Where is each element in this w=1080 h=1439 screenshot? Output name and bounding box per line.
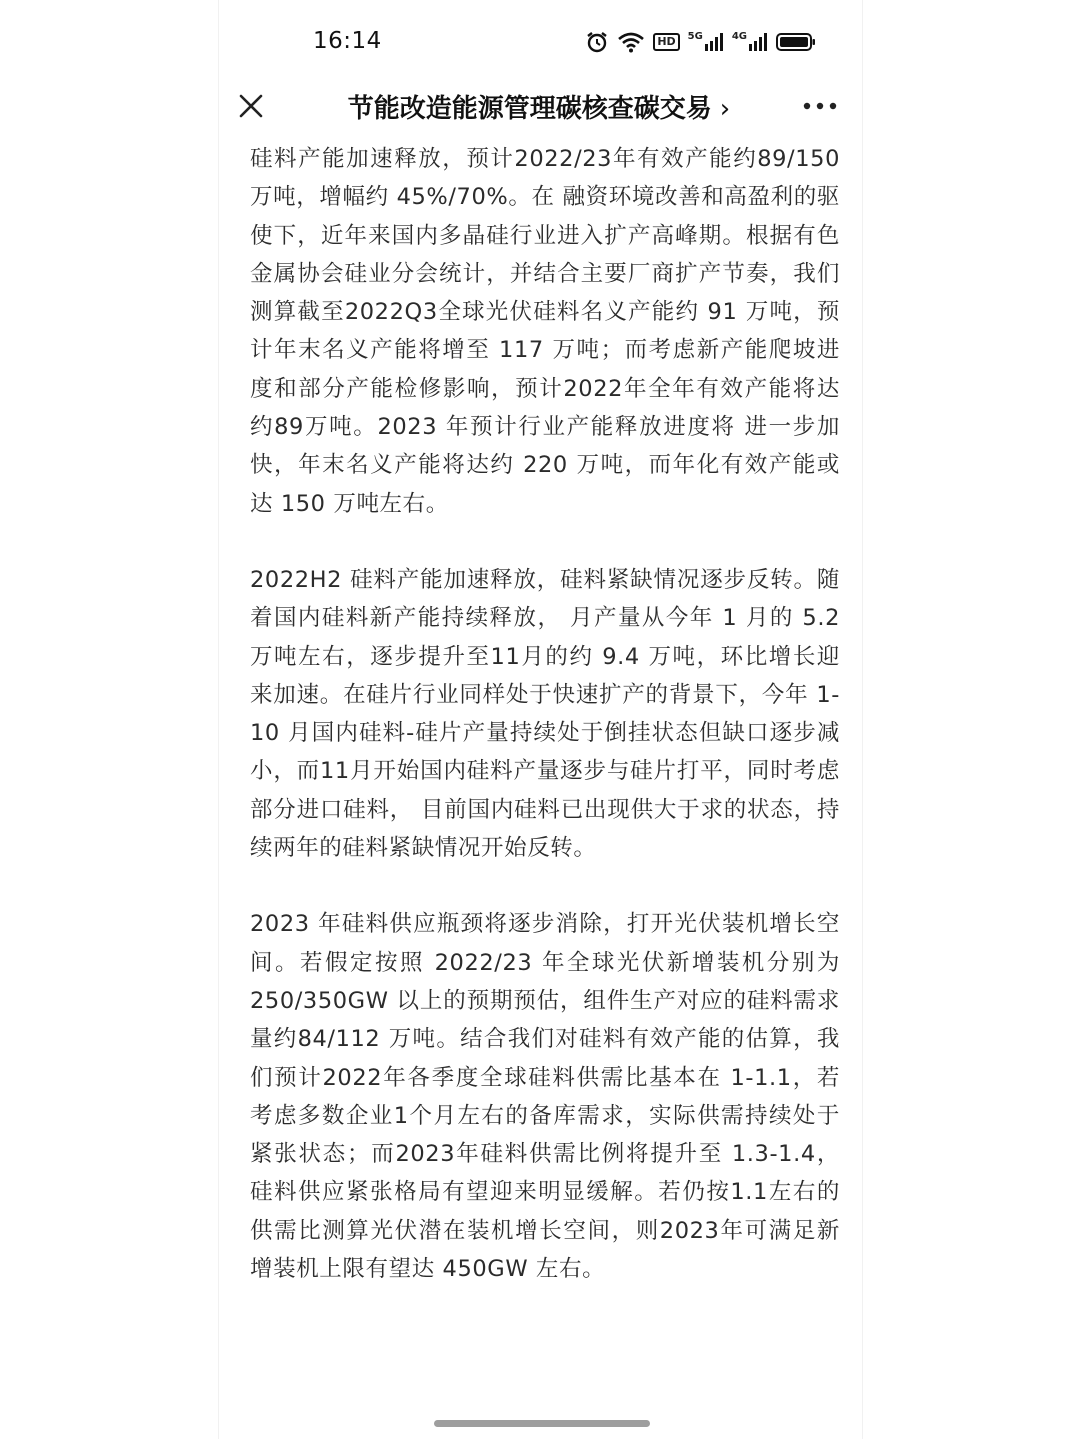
close-button[interactable] [231,86,271,126]
home-indicator[interactable] [434,1420,650,1427]
more-button[interactable] [798,86,842,126]
chevron-right-icon: › [719,94,731,124]
status-icons [585,30,816,54]
signal-5g-icon [688,32,724,52]
wifi-icon [617,31,645,53]
article-paragraph: 2022H2 硅料产能加速释放，硅料紧缺情况逐步反转。随着国内硅料新产能持续释放， 月产量从今年 1 月的 5.2 万吨左右，逐步提升至11月的约 9.4 万吨，环比增长迎来加速。在硅片行业同样处于快速扩产的背景下，今年 1-10 月国内硅料-硅片产量持续处于倒挂状态但缺口逐步减小，而11月开始国内硅料产量逐步与硅片打平，同时考虑部分进口硅料， 目前国内硅料已出现供大于求的状态，持续两年的硅料紧缺情况开始反转。 [250,566,840,862]
nav-bar [219,76,864,136]
signal-5g-label: 5G [687,31,703,42]
signal-4g-icon [732,32,768,52]
close-icon [238,93,264,119]
hd-icon: HD [653,33,679,51]
signal-4g-label: 4G [731,31,747,42]
page-title[interactable] [319,88,759,125]
more-dots-icon [803,102,837,110]
status-time: 16:14 [313,28,382,54]
article-body [250,140,840,1326]
page-title-text: 节能改造能源管理碳核查碳交易 [347,94,712,124]
alarm-icon [585,30,609,54]
battery-icon [776,32,816,52]
phone-screen [218,0,863,1439]
status-bar [219,22,864,64]
article-paragraph: 2023 年硅料供应瓶颈将逐步消除，打开光伏装机增长空间。若假定按照 2022/23 年全球光伏新增装机分别为 250/350GW 以上的预期预估，组件生产对应的硅料需求量约84/112 万吨。结合我们对硅料有效产能的估算，我们预计2022年各季度全球硅料供需比基本在 1-1.1，若考虑多数企业1个月左右的备库需求，实际供需持续处于紧张状态；而2023年硅料供需比例将提升至 1.3-1.4，硅料供应紧张格局有望迎来明显缓解。若仍按1.1左右的供需比测算光伏潜在装机增长空间，则2023年可满足新增装机上限有望达 450GW 左右。 [250,911,840,1283]
article-paragraph: 硅料产能加速释放，预计2022/23年有效产能约89/150 万吨，增幅约 45%/70%。在 融资环境改善和高盈利的驱使下，近年来国内多晶硅行业进入扩产高峰期。根据有色金属协会硅业分会统计，并结合主要厂商扩产节奏，我们测算截至2022Q3全球光伏硅料名义产能约 91 万吨，预计年末名义产能将增至 117 万吨；而考虑新产能爬坡进度和部分产能检修影响，预计2022年全年有效产能将达约89万吨。2023 年预计行业产能释放进度将 进一步加快，年末名义产能将达约 220 万吨，而年化有效产能或达 150 万吨左右。 [250,146,840,517]
